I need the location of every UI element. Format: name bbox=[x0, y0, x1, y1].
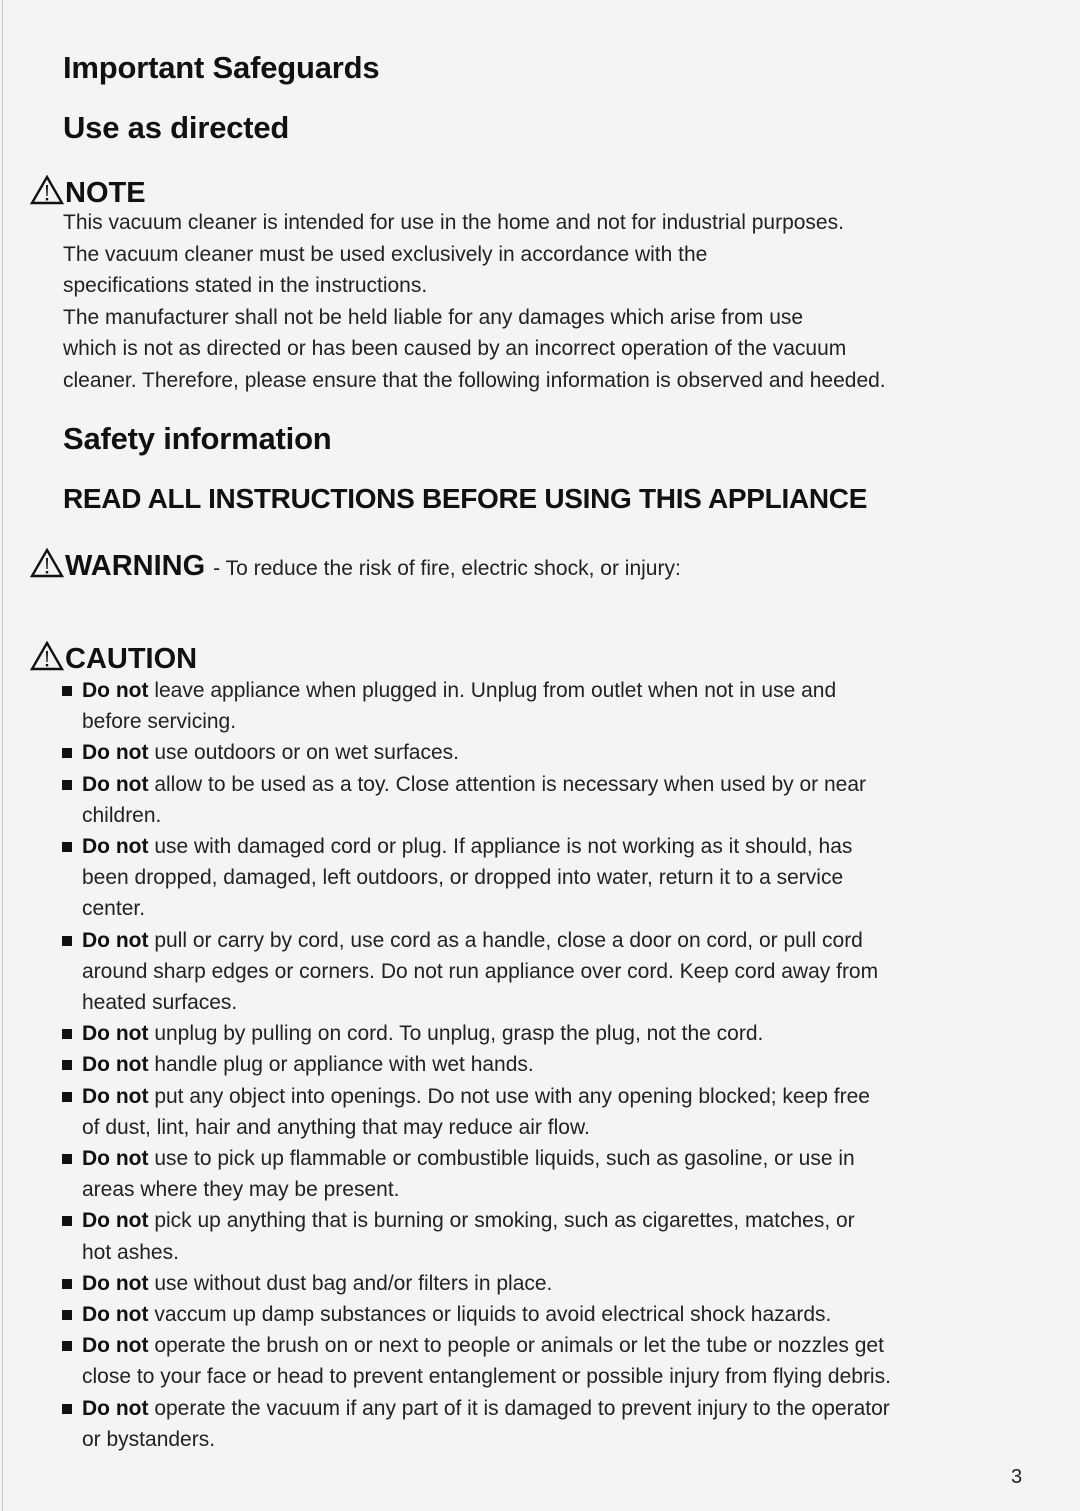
item-text: operate the vacuum if any part of it is damaged to prevent injury to the operator bbox=[154, 1396, 890, 1420]
list-item bbox=[62, 737, 1052, 768]
item-lead: Do not bbox=[82, 928, 149, 952]
square-bullet-icon bbox=[62, 748, 72, 758]
note-label: NOTE bbox=[65, 177, 146, 209]
list-item bbox=[62, 675, 1052, 737]
item-text: pick up anything that is burning or smoking, such as cigarettes, matches, or bbox=[154, 1209, 855, 1233]
item-text: around sharp edges or corners. Do not run appliance over cord. Keep cord away from bbox=[82, 959, 879, 983]
note-paragraph bbox=[63, 207, 1053, 396]
list-item bbox=[62, 1393, 1052, 1455]
item-text: put any object into openings. Do not use with any opening blocked; keep free bbox=[154, 1084, 870, 1108]
item-lead: Do not bbox=[82, 741, 149, 765]
section-heading-safety-information: Safety information bbox=[63, 421, 332, 456]
item-lead: Do not bbox=[82, 1053, 149, 1077]
square-bullet-icon bbox=[62, 936, 72, 946]
item-text: close to your face or head to prevent entanglement or possible injury from flying debris. bbox=[82, 1365, 891, 1389]
item-lead: Do not bbox=[82, 1334, 149, 1358]
square-bullet-icon bbox=[62, 1310, 72, 1320]
item-lead: Do not bbox=[82, 772, 149, 796]
page-number: 3 bbox=[1011, 1466, 1023, 1488]
warning-heading bbox=[30, 545, 681, 583]
item-lead: Do not bbox=[82, 1209, 149, 1233]
list-item bbox=[62, 1143, 1052, 1205]
list-item bbox=[62, 925, 1052, 1019]
list-item bbox=[62, 769, 1052, 831]
item-lead: Do not bbox=[82, 679, 149, 702]
list-item bbox=[62, 1299, 1052, 1330]
item-text: vaccum up damp substances or liquids to avoid electrical shock hazards. bbox=[154, 1303, 832, 1327]
item-text: use with damaged cord or plug. If appliance is not working as it should, has bbox=[154, 835, 853, 859]
list-item bbox=[62, 1081, 1052, 1143]
square-bullet-icon bbox=[62, 1341, 72, 1351]
item-text: leave appliance when plugged in. Unplug from outlet when not in use and bbox=[154, 679, 837, 702]
item-text: pull or carry by cord, use cord as a handle, close a door on cord, or pull cord bbox=[154, 928, 863, 952]
item-lead: Do not bbox=[82, 1022, 149, 1046]
square-bullet-icon bbox=[62, 1060, 72, 1070]
list-item bbox=[62, 1330, 1052, 1392]
item-text: use outdoors or on wet surfaces. bbox=[154, 741, 459, 765]
page-title: Important Safeguards bbox=[63, 50, 380, 85]
item-text: areas where they may be present. bbox=[82, 1178, 400, 1202]
square-bullet-icon bbox=[62, 1154, 72, 1164]
list-item bbox=[62, 1049, 1052, 1080]
square-bullet-icon bbox=[62, 1279, 72, 1289]
warning-text: - To reduce the risk of fire, electric shock, or injury: bbox=[213, 557, 681, 580]
warning-triangle-icon bbox=[30, 175, 64, 205]
list-item bbox=[62, 831, 1052, 925]
note-heading bbox=[30, 172, 146, 210]
square-bullet-icon bbox=[62, 780, 72, 790]
section-heading-use-as-directed: Use as directed bbox=[63, 110, 290, 145]
item-text: handle plug or appliance with wet hands. bbox=[154, 1053, 534, 1077]
item-lead: Do not bbox=[82, 1396, 149, 1420]
note-line: This vacuum cleaner is intended for use in the home and not for industrial purposes. bbox=[63, 211, 844, 234]
warning-label: WARNING bbox=[65, 550, 206, 582]
note-line: specifications stated in the instructions. bbox=[63, 274, 428, 297]
list-item bbox=[62, 1018, 1052, 1049]
item-text: before servicing. bbox=[82, 710, 237, 734]
read-all-instructions-heading: READ ALL INSTRUCTIONS BEFORE USING THIS APPLIANCE bbox=[63, 483, 868, 514]
item-text: use without dust bag and/or filters in place. bbox=[154, 1271, 553, 1295]
square-bullet-icon bbox=[62, 842, 72, 852]
square-bullet-icon bbox=[62, 1092, 72, 1102]
item-lead: Do not bbox=[82, 1271, 149, 1295]
item-lead: Do not bbox=[82, 1147, 149, 1171]
list-item bbox=[62, 1268, 1052, 1299]
item-text: children. bbox=[82, 803, 162, 827]
item-text: unplug by pulling on cord. To unplug, grasp the plug, not the cord. bbox=[154, 1022, 764, 1046]
caution-heading bbox=[30, 638, 197, 676]
item-text: use to pick up flammable or combustible liquids, such as gasoline, or use in bbox=[154, 1147, 855, 1171]
item-text: of dust, lint, hair and anything that may reduce air flow. bbox=[82, 1115, 590, 1139]
item-text: hot ashes. bbox=[82, 1240, 179, 1264]
item-text: heated surfaces. bbox=[82, 991, 238, 1015]
scan-edge-line bbox=[2, 0, 3, 1511]
item-text: allow to be used as a toy. Close attention is necessary when used by or near bbox=[154, 772, 867, 796]
item-text: operate the brush on or next to people or animals or let the tube or nozzles get bbox=[154, 1334, 884, 1358]
square-bullet-icon bbox=[62, 686, 72, 696]
item-text: been dropped, damaged, left outdoors, or dropped into water, return it to a service bbox=[82, 866, 844, 890]
item-text: center. bbox=[82, 897, 146, 921]
warning-triangle-icon bbox=[30, 548, 64, 578]
note-line: cleaner. Therefore, please ensure that the following information is observed and heeded. bbox=[63, 368, 886, 392]
note-line: which is not as directed or has been caused by an incorrect operation of the vacuum bbox=[63, 337, 847, 360]
square-bullet-icon bbox=[62, 1216, 72, 1226]
item-lead: Do not bbox=[82, 835, 149, 859]
square-bullet-icon bbox=[62, 1029, 72, 1039]
note-line: The vacuum cleaner must be used exclusively in accordance with the bbox=[63, 242, 708, 266]
warning-triangle-icon bbox=[30, 641, 64, 671]
list-item bbox=[62, 1205, 1052, 1267]
note-line: The manufacturer shall not be held liable for any damages which arise from use bbox=[63, 305, 804, 329]
caution-list bbox=[62, 675, 1052, 1455]
item-lead: Do not bbox=[82, 1084, 149, 1108]
caution-label: CAUTION bbox=[65, 643, 198, 675]
square-bullet-icon bbox=[62, 1404, 72, 1414]
item-text: or bystanders. bbox=[82, 1427, 216, 1451]
item-lead: Do not bbox=[82, 1303, 149, 1327]
